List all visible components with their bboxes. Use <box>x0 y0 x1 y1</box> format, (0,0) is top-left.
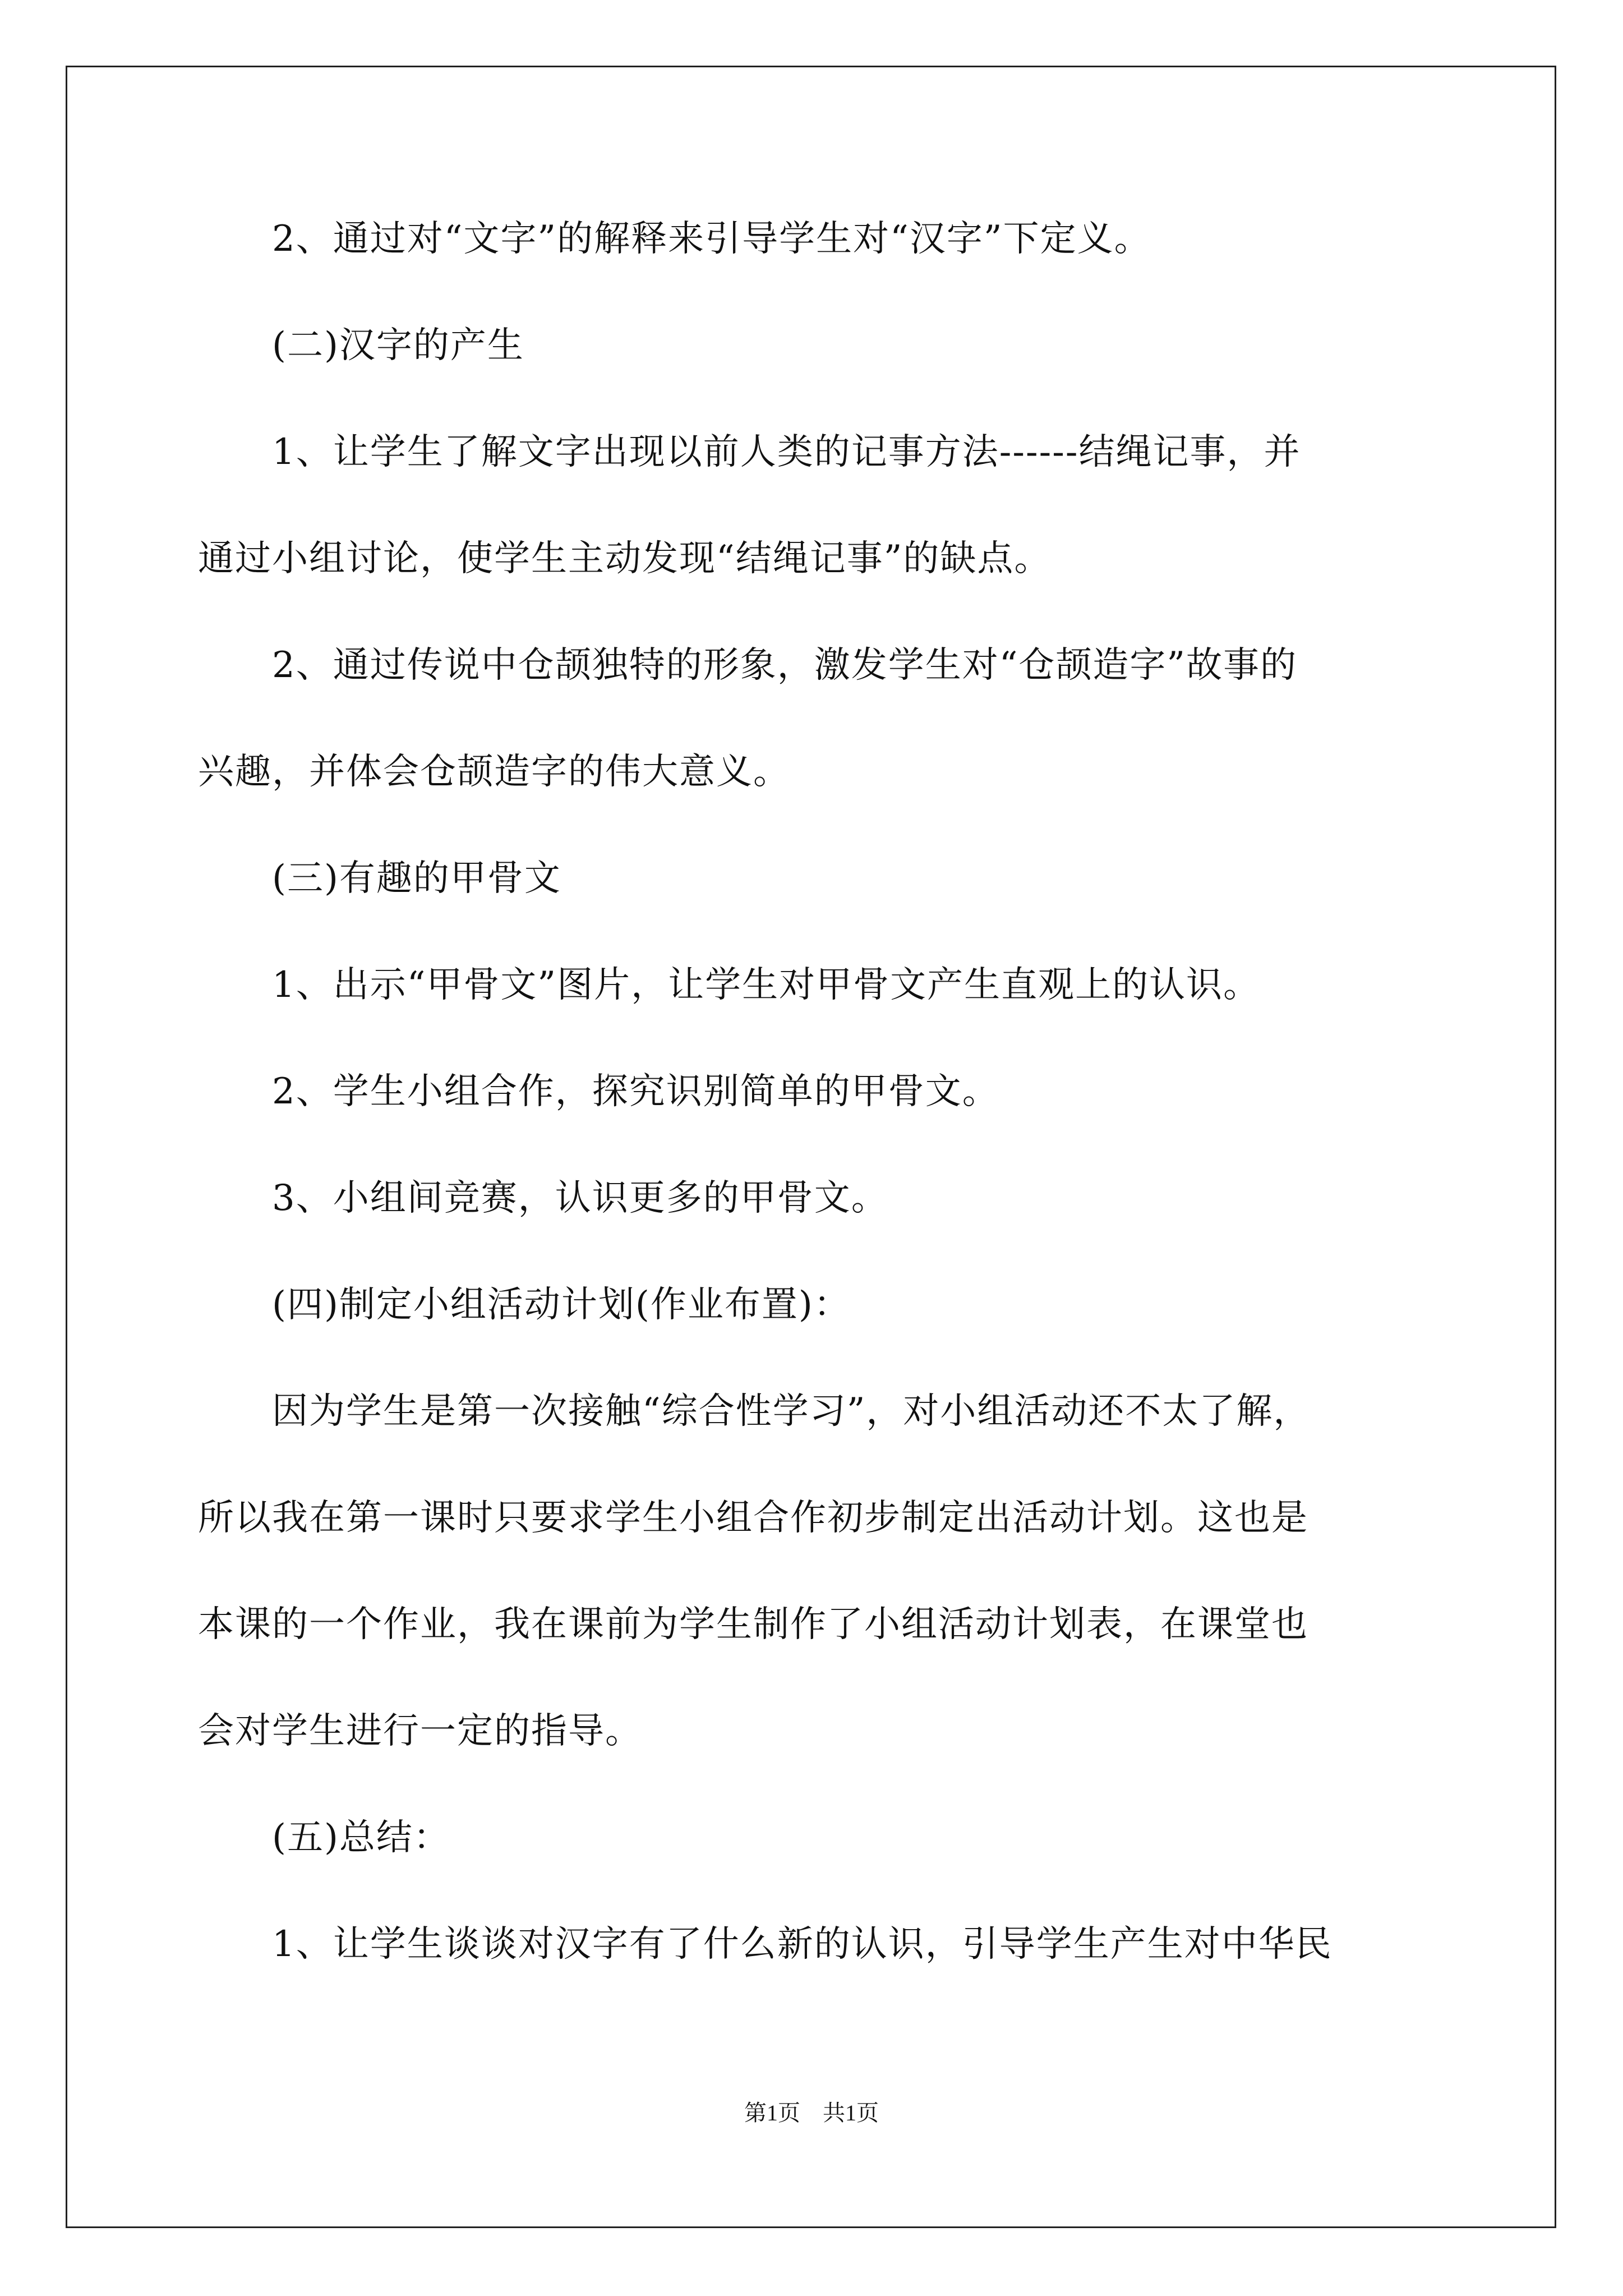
paragraph-line: 2、学生小组合作，探究识别简单的甲骨文。 <box>198 1071 999 1112</box>
section-heading: (二)汉字的产生 <box>198 325 524 366</box>
section-heading: (四)制定小组活动计划(作业布置)： <box>198 1284 851 1326</box>
section-heading: (五)总结： <box>198 1817 450 1858</box>
paragraph-line: 所以我在第一课时只要求学生小组合作初步制定出活动计划。这也是 <box>198 1497 1308 1539</box>
paragraph-line: 1、让学生了解文字出现以前人类的记事方法------结绳记事，并 <box>198 431 1301 473</box>
paragraph-line: 会对学生进行一定的指导。 <box>198 1710 642 1752</box>
section-heading: (三)有趣的甲骨文 <box>198 858 561 899</box>
paragraph-line: 本课的一个作业，我在课前为学生制作了小组活动计划表，在课堂也 <box>198 1604 1308 1645</box>
paragraph-line: 1、让学生谈谈对汉字有了什么新的认识，引导学生产生对中华民 <box>198 1924 1332 1965</box>
paragraph-line: 1、出示“甲骨文”图片，让学生对甲骨文产生直观上的认识。 <box>198 964 1261 1006</box>
paragraph-line: 通过小组讨论，使学生主动发现“结绳记事”的缺点。 <box>198 538 1052 579</box>
paragraph-line: 2、通过传说中仓颉独特的形象，激发学生对“仓颉造字”故事的 <box>198 645 1298 686</box>
paragraph-line: 3、小组间竞赛，认识更多的甲骨文。 <box>198 1177 888 1219</box>
paragraph-line: 兴趣，并体会仓颉造字的伟大意义。 <box>198 751 790 793</box>
paragraph-line: 2、通过对“文字”的解释来引导学生对“汉字”下定义。 <box>198 218 1151 260</box>
document-body <box>198 217 1432 2028</box>
page-number-footer: 第1页 共1页 <box>744 2100 879 2125</box>
paragraph-line: 因为学生是第一次接触“综合性学习”，对小组活动还不太了解， <box>198 1391 1311 1432</box>
